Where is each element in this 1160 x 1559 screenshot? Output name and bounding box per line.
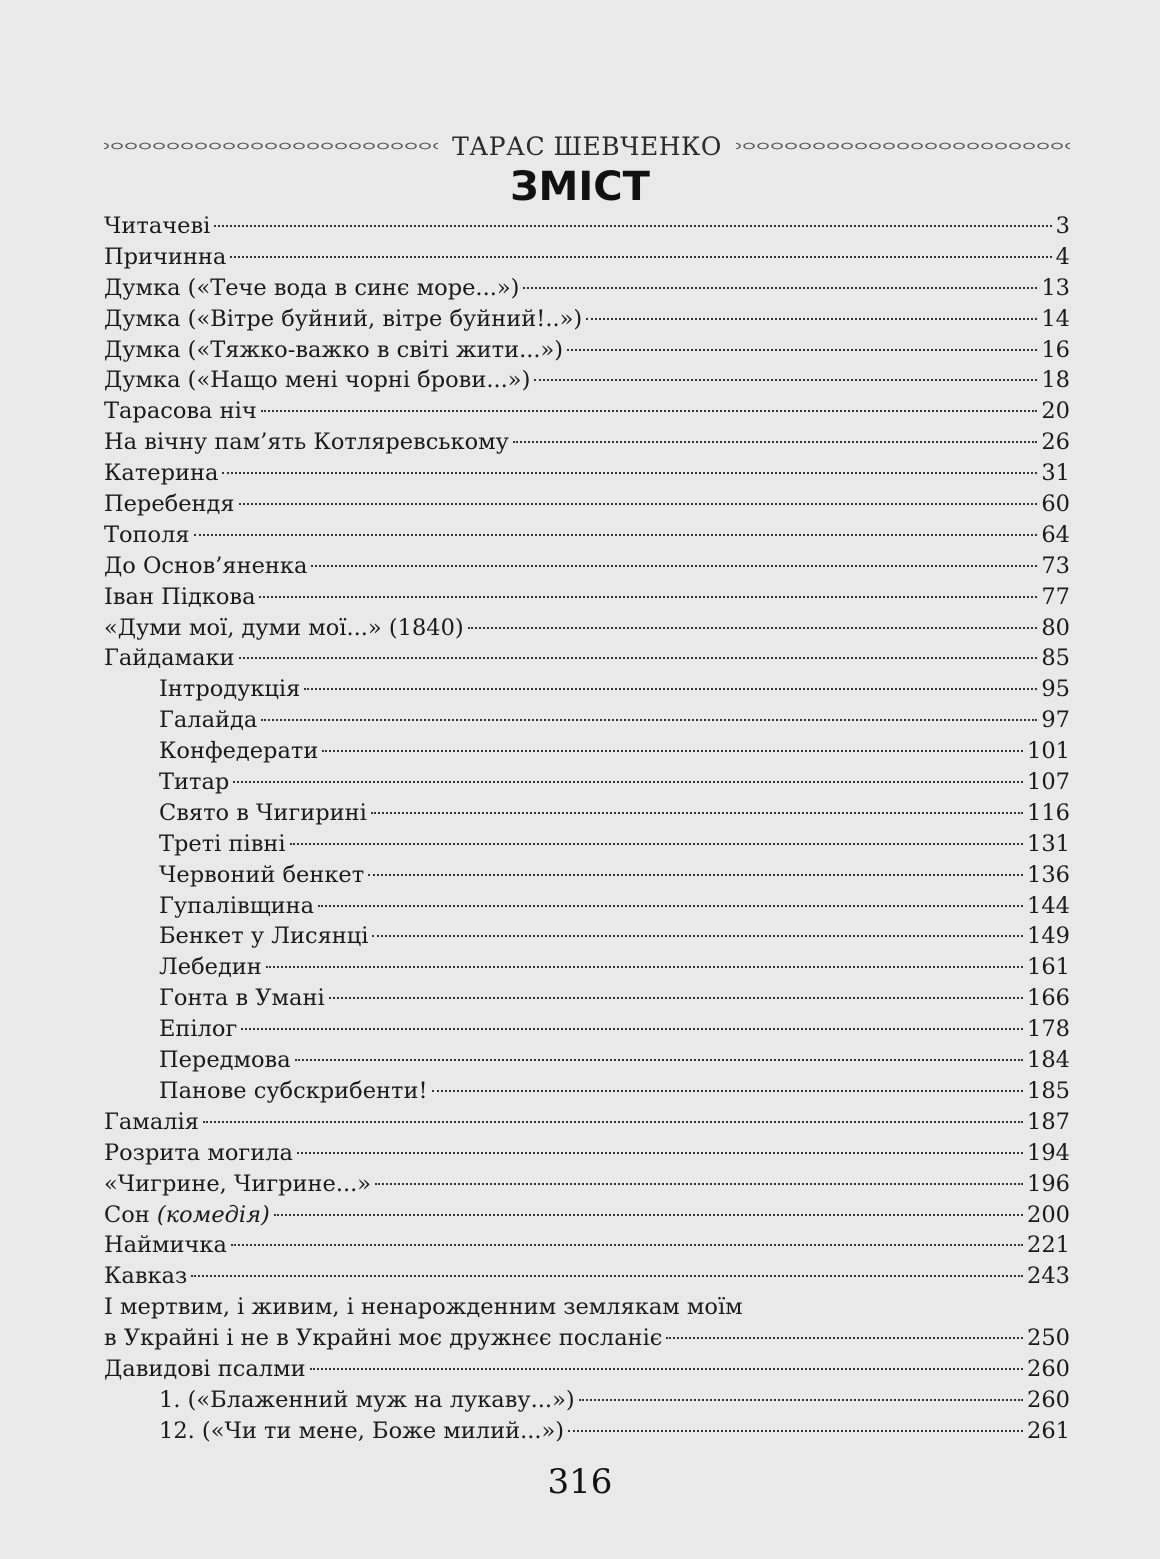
- toc-entry-page: 166: [1027, 985, 1070, 1012]
- dot-leader: [241, 1028, 1023, 1030]
- toc-entry: [104, 1261, 1070, 1292]
- page-number: 316: [547, 1462, 613, 1502]
- dot-leader: [523, 287, 1037, 289]
- toc-entry: [104, 767, 1070, 798]
- dot-leader: [290, 843, 1023, 845]
- toc-entry-title: Свято в Чигирині: [159, 799, 367, 826]
- toc-entry-page: 13: [1041, 274, 1070, 301]
- toc-entry-title: Катерина: [104, 460, 219, 487]
- dot-leader: [233, 781, 1023, 783]
- toc-entry-title: Причинна: [104, 243, 227, 270]
- toc-entry-page: 149: [1027, 923, 1070, 950]
- toc-entry-title: Гупалівщина: [159, 892, 315, 919]
- toc-entry: [104, 921, 1070, 952]
- dot-leader: [222, 472, 1037, 474]
- toc-entry-title: Думка («Вітре буйний, вітре буйний!..»): [104, 305, 583, 332]
- toc-entry-title: Тарасова ніч: [104, 398, 257, 425]
- toc-entry-page: 185: [1027, 1077, 1070, 1104]
- dot-leader: [310, 1368, 1023, 1370]
- dot-leader: [261, 410, 1038, 412]
- toc-entry-title: Перебендя: [104, 491, 235, 518]
- toc-entry-title: Кавказ: [104, 1263, 188, 1290]
- dot-leader: [322, 750, 1023, 752]
- dot-leader: [368, 874, 1023, 876]
- toc-entry-page: 95: [1041, 676, 1070, 703]
- dot-leader: [295, 1059, 1023, 1061]
- toc-entry-page: 101: [1027, 738, 1070, 765]
- dot-leader: [311, 565, 1037, 567]
- toc-entry: [104, 211, 1070, 242]
- toc-entry-title: Гонта в Умані: [159, 985, 325, 1012]
- toc-entry-title: Титар: [159, 769, 230, 796]
- toc-entry: [104, 1354, 1070, 1385]
- dot-leader: [259, 596, 1037, 598]
- toc-entry-page: 194: [1027, 1139, 1070, 1166]
- toc-entry: [104, 983, 1070, 1014]
- toc-entry-title: Гайдамаки: [104, 645, 235, 672]
- dot-leader: [261, 719, 1037, 721]
- toc-entry: [104, 458, 1070, 489]
- toc-entry: [104, 304, 1070, 335]
- toc-entry-title: І мертвим, і живим, і ненарожденним землякам моїм: [104, 1294, 743, 1321]
- toc-entry: [104, 520, 1070, 551]
- chain-ornament-right-icon: [736, 139, 1070, 153]
- toc-entry: [104, 1107, 1070, 1138]
- toc-entry: [104, 396, 1070, 427]
- toc-entry-page: 136: [1027, 861, 1070, 888]
- toc-entry: [104, 1076, 1070, 1107]
- toc-entry: [104, 582, 1070, 613]
- dot-leader: [239, 503, 1038, 505]
- dot-leader: [297, 1152, 1023, 1154]
- dot-leader: [318, 905, 1023, 907]
- toc-entry-page: 116: [1027, 799, 1070, 826]
- dot-leader: [230, 256, 1051, 258]
- toc-entry-title: Читачеві: [104, 213, 211, 239]
- toc-entry-page: 184: [1027, 1047, 1070, 1074]
- toc-entry: [104, 952, 1070, 983]
- dot-leader: [586, 318, 1037, 320]
- toc-entry-page: 97: [1041, 707, 1070, 734]
- toc-entry-title: Розрита могила: [104, 1139, 293, 1166]
- toc-entry: [104, 1416, 1070, 1447]
- toc-entry-title: Передмова: [159, 1047, 291, 1074]
- toc-entry-page: 187: [1027, 1108, 1070, 1135]
- toc-entry-page: 261: [1027, 1417, 1070, 1444]
- running-header: [104, 128, 1070, 164]
- table-of-contents: [104, 211, 1070, 1447]
- toc-entry-page: 161: [1027, 954, 1070, 981]
- toc-entry-title: Іван Підкова: [104, 583, 256, 610]
- toc-entry: [104, 1169, 1070, 1200]
- toc-entry: [104, 613, 1070, 644]
- dot-leader: [231, 1244, 1023, 1246]
- toc-entry-title: Бенкет у Лисянці: [159, 923, 369, 950]
- toc-entry-page: 77: [1041, 583, 1070, 610]
- toc-entry-title: До Основ’яненка: [104, 552, 308, 579]
- toc-entry-page: 3: [1055, 213, 1070, 239]
- running-head-author: ТАРАС ШЕВЧЕНКО: [452, 131, 722, 161]
- toc-entry-page: 4: [1055, 243, 1070, 270]
- toc-entry: [104, 829, 1070, 860]
- toc-entry: [104, 551, 1070, 582]
- dot-leader: [568, 1430, 1023, 1432]
- toc-entry-page: 26: [1041, 429, 1070, 456]
- toc-entry-title: Думка («Тяжко-важко в світі жити...»): [104, 336, 564, 363]
- toc-entry-title: Тополя: [104, 521, 190, 548]
- toc-entry: [104, 242, 1070, 273]
- dot-leader: [274, 1214, 1023, 1216]
- dot-leader: [375, 1183, 1023, 1185]
- toc-entry-title: 1. («Блаженний муж на лукаву...»): [159, 1386, 575, 1413]
- toc-entry-title: «Думи мої, думи мої...» (1840): [104, 614, 464, 641]
- toc-entry-page: 80: [1041, 614, 1070, 641]
- toc-entry-page: 196: [1027, 1170, 1070, 1197]
- toc-entry: [104, 891, 1070, 922]
- toc-entry-page: 144: [1027, 892, 1070, 919]
- dot-leader: [194, 534, 1038, 536]
- dot-leader: [266, 966, 1023, 968]
- toc-entry-title: Сон (комедія): [104, 1201, 270, 1228]
- toc-entry-title: «Чигрине, Чигрине...»: [104, 1170, 372, 1197]
- toc-entry-page: 250: [1027, 1325, 1070, 1352]
- toc-entry-title: 12. («Чи ти мене, Боже милий...»): [159, 1417, 565, 1444]
- toc-entry: [104, 1014, 1070, 1045]
- toc-entry-page: 64: [1041, 521, 1070, 548]
- toc-entry: [104, 674, 1070, 705]
- dot-leader: [239, 657, 1038, 659]
- toc-entry-title: Давидові псалми: [104, 1355, 306, 1382]
- page-title: ЗМІСТ: [510, 164, 650, 210]
- toc-entry: [104, 1045, 1070, 1076]
- dot-leader: [534, 379, 1037, 381]
- dot-leader: [432, 1090, 1024, 1092]
- toc-entry: [104, 335, 1070, 366]
- toc-entry-title: Панове субскрибенти!: [159, 1077, 428, 1104]
- toc-entry-title: Червоний бенкет: [159, 861, 365, 888]
- toc-entry: [104, 273, 1070, 304]
- toc-entry-page: 221: [1027, 1232, 1070, 1259]
- toc-entry-note: (комедія): [156, 1201, 270, 1228]
- toc-entry: [104, 1200, 1070, 1231]
- toc-entry-title: Лебедин: [159, 954, 262, 981]
- toc-entry-page: 178: [1027, 1016, 1070, 1043]
- chain-ornament-left-icon: [104, 139, 438, 153]
- toc-entry: [104, 643, 1070, 674]
- dot-leader: [329, 997, 1023, 999]
- toc-entry-page: 14: [1041, 305, 1070, 332]
- toc-entry: [104, 489, 1070, 520]
- dot-leader: [371, 812, 1023, 814]
- toc-entry-title: Епілог: [159, 1016, 238, 1043]
- toc-entry-page: 243: [1027, 1263, 1070, 1290]
- toc-entry: [104, 427, 1070, 458]
- toc-entry-page: 260: [1027, 1355, 1070, 1382]
- toc-entry-title: в Украйні і не в Украйні моє дружнєє посланіє: [104, 1325, 663, 1352]
- toc-entry-page: 107: [1027, 769, 1070, 796]
- dot-leader: [372, 935, 1023, 937]
- toc-entry-title: Треті півні: [159, 830, 286, 857]
- toc-entry-title: Галайда: [159, 707, 258, 734]
- toc-entry-page: 200: [1027, 1201, 1070, 1228]
- dot-leader: [513, 441, 1037, 443]
- toc-entry-page: 131: [1027, 830, 1070, 857]
- toc-entry-title: На вічну пам’ять Котляревському: [104, 429, 509, 456]
- toc-entry: [104, 1323, 1070, 1354]
- toc-entry: [104, 736, 1070, 767]
- toc-entry-page: 16: [1041, 336, 1070, 363]
- toc-entry-title: Думка («Тече вода в синє море...»): [104, 274, 520, 301]
- dot-leader: [304, 688, 1037, 690]
- toc-entry-page: 18: [1041, 367, 1070, 394]
- toc-entry: [104, 1230, 1070, 1261]
- toc-entry: [104, 705, 1070, 736]
- toc-entry: [104, 860, 1070, 891]
- dot-leader: [567, 349, 1037, 351]
- toc-entry-title: Конфедерати: [159, 738, 319, 765]
- dot-leader: [666, 1337, 1023, 1339]
- toc-entry-page: 20: [1041, 398, 1070, 425]
- toc-entry-title: Наймичка: [104, 1232, 227, 1259]
- toc-entry-title: Думка («Нащо мені чорні брови...»): [104, 367, 531, 394]
- toc-entry-page: 85: [1041, 645, 1070, 672]
- dot-leader: [579, 1399, 1023, 1401]
- toc-entry-page: 73: [1041, 552, 1070, 579]
- toc-entry-page: 60: [1041, 491, 1070, 518]
- dot-leader: [214, 225, 1051, 227]
- toc-entry: [104, 365, 1070, 396]
- toc-entry: [104, 1385, 1070, 1416]
- toc-entry-title: Інтродукція: [159, 676, 301, 703]
- dot-leader: [203, 1121, 1023, 1123]
- toc-entry-page: 31: [1041, 460, 1070, 487]
- toc-entry-title: Гамалія: [104, 1108, 199, 1135]
- dot-leader: [468, 627, 1038, 629]
- toc-entry: [104, 798, 1070, 829]
- toc-entry-page: 260: [1027, 1386, 1070, 1413]
- toc-entry: [104, 1292, 1070, 1323]
- dot-leader: [191, 1275, 1023, 1277]
- toc-entry: [104, 1138, 1070, 1169]
